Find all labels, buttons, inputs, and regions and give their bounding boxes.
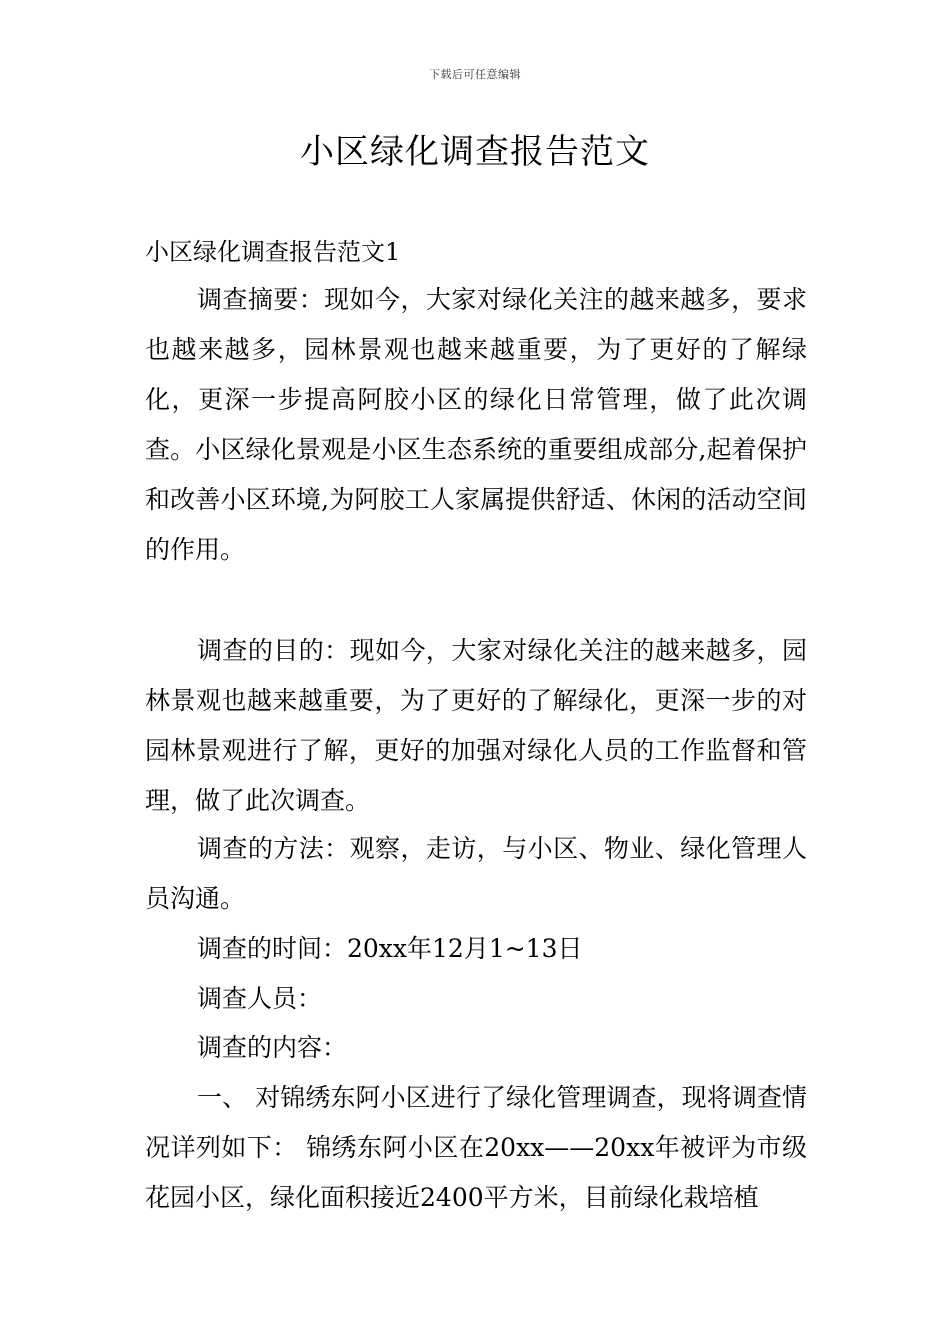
paragraph-purpose: 调查的目的：现如今，大家对绿化关注的越来越多，园林景观也越来越重要，为了更好的了解绿化，更深一步的对园林景观进行了解，更好的加强对绿化人员的工作监督和管理，做了此次调查。 xyxy=(145,636,807,815)
paragraph-method: 调查的方法：观察，走访，与小区、物业、绿化管理人员沟通。 xyxy=(145,834,807,913)
section-subtitle: 小区绿化调查报告范文1 xyxy=(145,238,401,266)
document-title: 小区绿化调查报告范文 xyxy=(300,132,650,172)
paragraph-time: 调查的时间：20xx年12月1~13日 xyxy=(197,934,583,963)
paragraph-abstract: 调查摘要：现如今，大家对绿化关注的越来越多，要求也越来越多，园林景观也越来越重要，为了更好的了解绿化，更深一步提高阿胶小区的绿化日常管理，做了此次调查。小区绿化景观是小区生态系统的重要组成部分,起着保护和改善小区环境,为阿胶工人家属提供舒适、休闲的活动空间的作用。 xyxy=(145,285,807,564)
paragraph-staff: 调查人员： xyxy=(197,984,323,1013)
paragraph-section-one: 一、 对锦绣东阿小区进行了绿化管理调查，现将调查情况详列如下： 锦绣东阿小区在20xx——20xx年被评为市级花园小区，绿化面积接近2400平方米，目前绿化栽培植 xyxy=(145,1083,807,1212)
header-note: 下载后可任意编辑 xyxy=(429,68,521,81)
paragraph-content: 调查的内容： xyxy=(197,1033,348,1062)
